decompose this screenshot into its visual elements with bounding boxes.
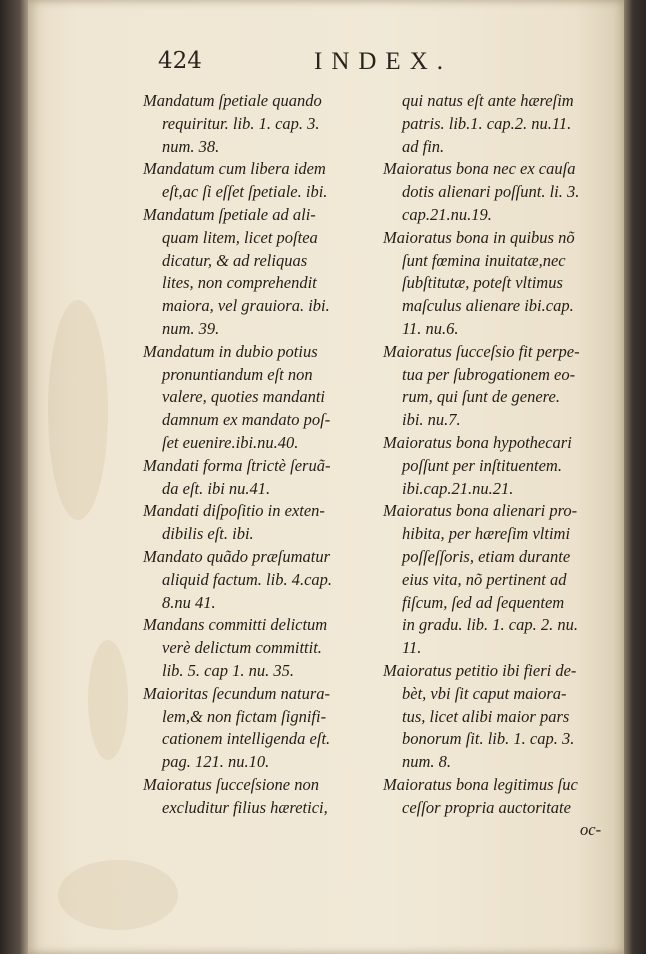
entry-line: quam litem, licet poſtea <box>162 227 318 247</box>
entry-line: excluditur filius hæretici, <box>162 797 328 817</box>
entry-line: hibita, per hæreſim vltimi <box>402 524 571 544</box>
entry-line: dicatur, & ad reliquas <box>162 250 308 270</box>
index-entry <box>383 90 615 158</box>
paper-stain <box>88 640 128 760</box>
entry-line: damnum ex mandato poſ- <box>162 410 331 430</box>
entry-line: eius vita, nõ pertinent ad <box>402 569 567 589</box>
next-page-edge <box>624 0 646 954</box>
book-gutter <box>0 0 28 954</box>
entry-line: 8.nu 41. <box>162 592 216 612</box>
entry-line: rum, qui ſunt de genere. <box>402 387 560 407</box>
index-entry <box>383 158 615 226</box>
entry-line: num. 38. <box>162 136 220 156</box>
entry-line: Maioratus bona in quibus nõ <box>383 227 575 247</box>
entry-line: num. 8. <box>402 752 452 772</box>
entry-line: Mandato quãdo præſumatur <box>143 546 331 566</box>
entry-line: Maioratus bona hypothecari <box>383 432 572 452</box>
entry-line: poſſeſſoris, etiam durante <box>402 546 571 566</box>
index-entry <box>143 614 375 682</box>
entry-line: dibilis eſt. ibi. <box>162 524 254 544</box>
entry-line: tus, licet alibi maior pars <box>402 706 570 726</box>
entry-line: Mandans committi delictum <box>143 615 328 635</box>
index-entry <box>143 90 375 158</box>
entry-line: Mandatum ſpetiale quando <box>143 91 322 110</box>
entry-line: requiritur. lib. 1. cap. 3. <box>162 113 320 133</box>
entry-line: pag. 121. nu.10. <box>162 752 270 772</box>
entry-line: ad fin. <box>402 136 445 156</box>
entry-line: tua per ſubrogationem eo- <box>402 364 576 384</box>
entry-line: cap.21.nu.19. <box>402 204 492 224</box>
entry-line: Maioratus petitio ibi fieri de- <box>383 660 577 680</box>
index-entry <box>143 546 375 614</box>
index-entry <box>143 158 375 204</box>
index-entry <box>143 500 375 546</box>
entry-line: fiſcum, ſed ad ſequentem <box>402 592 565 612</box>
entry-line: num. 39. <box>162 318 220 338</box>
paper-stain <box>48 300 108 520</box>
entry-line: eſt,ac ſi eſſet ſpetiale. ibi. <box>162 182 328 202</box>
book-page <box>28 0 624 954</box>
entry-line: lem,& non fictam ſignifi- <box>162 706 327 726</box>
index-entry <box>143 204 375 341</box>
index-entry <box>383 341 615 432</box>
paper-stain <box>58 860 178 930</box>
entry-line: 11. nu.6. <box>402 318 459 338</box>
entry-line: da eſt. ibi nu.41. <box>162 478 271 498</box>
entry-line: Maioratus bona nec ex cauſa <box>383 159 576 179</box>
entry-line: Mandatum ſpetiale ad ali- <box>143 204 316 224</box>
index-entry <box>383 227 615 341</box>
page-title: INDEX. <box>314 48 453 75</box>
entry-line: lib. 5. cap 1. nu. 35. <box>162 660 294 680</box>
entry-line: maiora, vel grauiora. ibi. <box>162 296 330 316</box>
entry-line: Mandati diſpoſitio in exten- <box>143 501 325 521</box>
page-number: 424 <box>158 48 202 74</box>
index-entry <box>143 774 375 820</box>
entry-line: aliquid factum. lib. 4.cap. <box>162 569 333 589</box>
entry-line: bèt, vbi ſit caput maiora- <box>402 683 567 703</box>
entry-line: 11. <box>402 638 422 658</box>
entry-line: qui natus eſt ante hæreſim <box>402 91 574 110</box>
index-entry <box>143 341 375 455</box>
entry-line: bonorum ſit. lib. 1. cap. 3. <box>402 729 575 749</box>
entry-line: ceſſor propria auctoritate <box>402 797 571 817</box>
entry-line: patris. lib.1. cap.2. nu.11. <box>402 113 572 133</box>
running-header <box>28 48 624 82</box>
entry-line: verè delictum committit. <box>162 638 322 658</box>
entry-line: Mandatum cum libera idem <box>143 159 326 179</box>
entry-line: Mandati forma ſtrictè ſeruã- <box>143 455 331 475</box>
entry-line: ſunt fœmina inuitatæ,nec <box>402 250 566 270</box>
index-entry <box>383 660 615 774</box>
entry-line: lites, non comprehendit <box>162 273 317 293</box>
index-entry <box>143 455 375 501</box>
entry-line: Maioratus ſucceſsione non <box>143 774 319 794</box>
entry-line: ibi. nu.7. <box>402 410 461 430</box>
index-entry <box>383 432 615 500</box>
entry-line: Maioritas ſecundum natura- <box>143 683 330 703</box>
entry-line: poſſunt per inſtituentem. <box>402 455 562 475</box>
entry-line: in gradu. lib. 1. cap. 2. nu. <box>402 615 578 635</box>
left-column <box>143 90 375 820</box>
right-column <box>383 90 615 820</box>
index-entry <box>383 774 615 820</box>
entry-line: Maioratus bona legitimus ſuc <box>383 774 578 794</box>
entry-line: Maioratus bona alienari pro- <box>383 501 578 521</box>
entry-line: Mandatum in dubio potius <box>143 341 318 361</box>
entry-line: ſubſtitutæ, poteſt vltimus <box>402 273 563 293</box>
entry-line: pronuntiandum eſt non <box>162 364 313 384</box>
index-entry <box>383 500 615 660</box>
entry-line: cationem intelligenda eſt. <box>162 729 331 749</box>
index-entry <box>143 683 375 774</box>
entry-line: maſculus alienare ibi.cap. <box>402 296 574 316</box>
entry-line: Maioratus ſucceſsio fit perpe- <box>383 341 580 361</box>
entry-line: valere, quoties mandanti <box>162 387 325 407</box>
entry-line: ibi.cap.21.nu.21. <box>402 478 514 498</box>
entry-line: ſet euenire.ibi.nu.40. <box>162 432 299 452</box>
entry-line: dotis alienari poſſunt. li. 3. <box>402 182 580 202</box>
catchword: oc- <box>580 820 602 839</box>
